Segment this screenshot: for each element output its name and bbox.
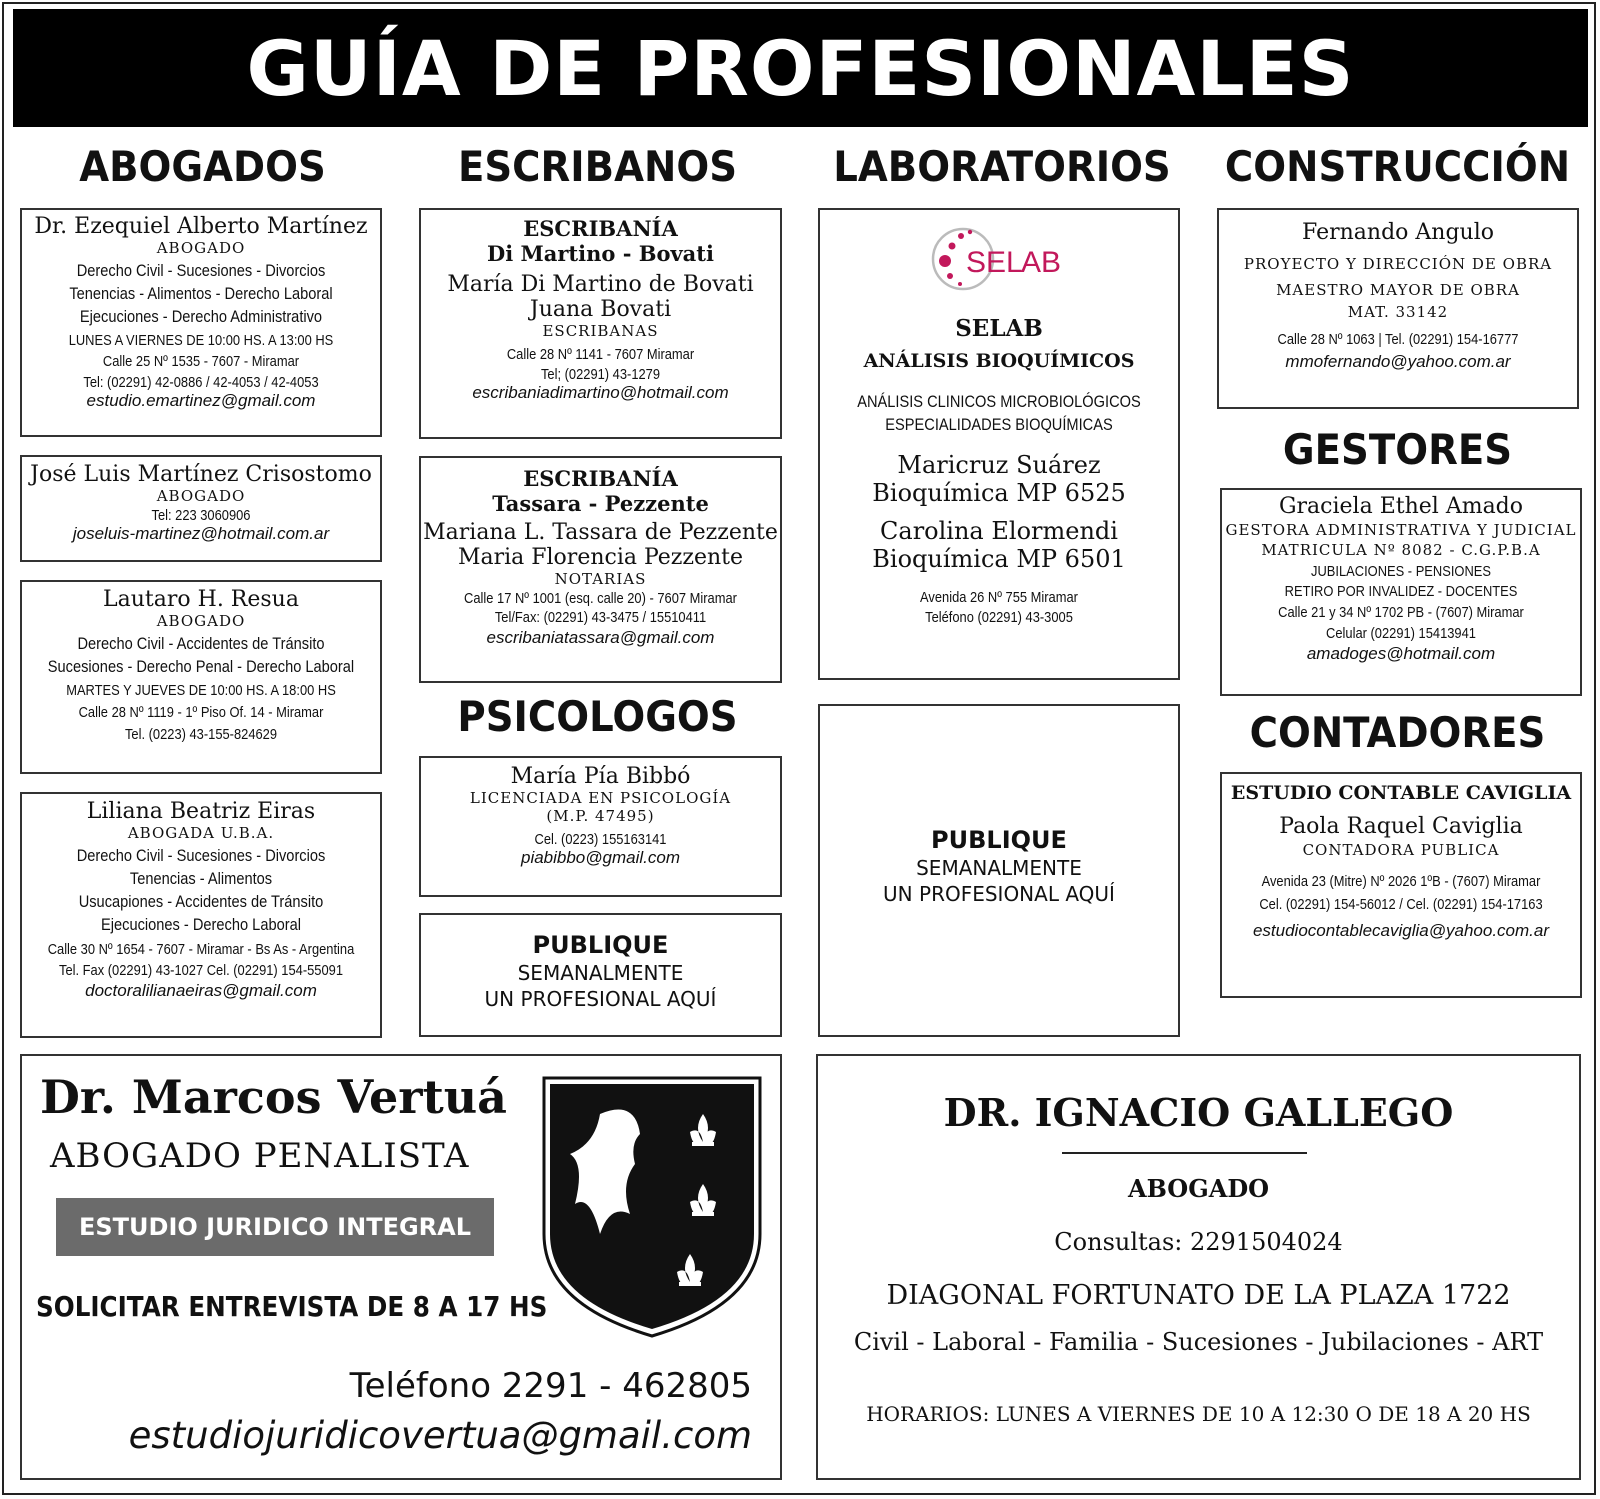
vertua-estudio-bar: ESTUDIO JURIDICO INTEGRAL: [56, 1198, 494, 1256]
escribania-subheading: Di Martino - Bovati: [487, 241, 714, 266]
psicologa-title: LICENCIADA EN PSICOLOGÍA: [469, 789, 732, 807]
abogado-address: Calle 30 Nº 1654 - 7607 - Miramar - Bs As - Argentina: [47, 941, 355, 958]
escribania-title: ESCRIBANAS: [542, 322, 659, 340]
escribana-name-2: Maria Florencia Pezzente: [457, 545, 744, 570]
laboratorio-address: Avenida 26 Nº 755 Miramar: [920, 589, 1078, 606]
gestora-phone: Celular (02291) 15413941: [1326, 625, 1476, 642]
selab-logo-text-b: AB: [1021, 246, 1062, 279]
construccion-card-angulo: [1217, 208, 1579, 409]
escribania-address: Calle 17 Nº 1001 (esq. calle 20) - 7607 Miramar: [464, 590, 737, 607]
publique-heading: PUBLIQUE: [532, 931, 669, 959]
gallego-title: ABOGADO: [1127, 1174, 1270, 1203]
contadora-card-caviglia: [1220, 772, 1582, 998]
psicologa-phone: Cel. (0223) 155163141: [534, 831, 667, 848]
selab-logo-text-a: SEL: [966, 246, 1023, 279]
abogado-specialties-1: Derecho Civil - Accidentes de Tránsito: [77, 634, 325, 653]
escribana-name-1: Mariana L. Tassara de Pezzente: [423, 520, 778, 545]
selab-logo-icon: [928, 224, 1078, 294]
contadora-title: CONTADORA PUBLICA: [1302, 841, 1500, 859]
abogado-hours: MARTES Y JUEVES DE 10:00 HS. A 18:00 HS: [66, 682, 336, 699]
escribania-card-tassara: [419, 456, 782, 683]
escribania-card-dimartino: [419, 208, 782, 439]
abogado-email[interactable]: estudio.emartinez@gmail.com: [86, 391, 316, 410]
abogado-specialties-1: Derecho Civil - Sucesiones - Divorcios: [76, 261, 326, 280]
escribania-address: Calle 28 Nº 1141 - 7607 Miramar: [506, 346, 695, 363]
abogado-title: ABOGADO: [156, 612, 246, 630]
contadora-email[interactable]: estudiocontablecaviglia@yahoo.com.ar: [1252, 921, 1550, 940]
vertua-title: ABOGADO PENALISTA: [50, 1136, 470, 1176]
abogado-specialties-3: Usucapiones - Accidentes de Tránsito: [78, 892, 324, 911]
escribania-phone: Tel/Fax: (02291) 43-3475 / 15510411: [494, 609, 707, 626]
abogado-name: Dr. Ezequiel Alberto Martínez: [34, 214, 368, 239]
psicologa-email[interactable]: piabibbo@gmail.com: [520, 848, 680, 867]
bioquimica-name-2: Carolina Elormendi: [880, 517, 1118, 545]
constructor-title-1: PROYECTO Y DIRECCIÓN DE OBRA: [1243, 255, 1553, 273]
section-construccion: CONSTRUCCIÓN: [1224, 142, 1571, 191]
publique-line-2: SEMANALMENTE: [916, 856, 1082, 880]
abogado-email[interactable]: joseluis-martinez@hotmail.com.ar: [72, 524, 330, 543]
abogado-hours: LUNES A VIERNES DE 10:00 HS. A 13:00 HS: [68, 332, 334, 349]
abogado-name: Lautaro H. Resua: [103, 587, 299, 612]
abogado-specialties-3: Ejecuciones - Derecho Administrativo: [79, 307, 323, 326]
abogado-specialties-2: Sucesiones - Derecho Penal - Derecho Laboral: [47, 657, 355, 676]
publique-line-3: UN PROFESIONAL AQUÍ: [484, 987, 717, 1011]
gallego-name: DR. IGNACIO GALLEGO: [943, 1090, 1454, 1135]
gestora-card-amado: [1220, 488, 1582, 696]
abogado-address: Calle 28 Nº 1119 - 1º Piso Of. 14 - Miramar: [78, 704, 324, 721]
gestora-matricula: MATRICULA Nº 8082 - C.G.P.B.A: [1261, 541, 1541, 559]
abogado-phone: Tel: (02291) 42-0886 / 42-4053 / 42-4053: [83, 374, 319, 391]
gestora-services-1: JUBILACIONES - PENSIONES: [1311, 563, 1491, 580]
publique-line-2: SEMANALMENTE: [517, 961, 684, 985]
constructor-name: Fernando Angulo: [1302, 220, 1494, 245]
escribania-email[interactable]: escribaniatassara@gmail.com: [486, 628, 715, 647]
coat-of-arms-shield-icon: [540, 1074, 764, 1340]
gestora-title: GESTORA ADMINISTRATIVA Y JUDICIAL: [1225, 521, 1577, 539]
constructor-contact: Calle 28 Nº 1063 | Tel. (02291) 154-16777: [1277, 331, 1519, 348]
gestora-services-2: RETIRO POR INVALIDEZ - DOCENTES: [1284, 583, 1518, 600]
abogado-phone: Tel: 223 3060906: [151, 507, 251, 524]
abogado-card-crisostomo: [20, 455, 382, 562]
estudio-contable-heading: ESTUDIO CONTABLE CAVIGLIA: [1230, 782, 1572, 804]
escribania-heading: ESCRIBANÍA: [523, 466, 678, 491]
laboratorio-services-2: ESPECIALIDADES BIOQUÍMICAS: [885, 415, 1113, 434]
laboratorio-subtitle: ANÁLISIS BIOQUÍMICOS: [863, 350, 1135, 372]
abogado-title: ABOGADO: [156, 487, 246, 505]
gallego-ad: [816, 1054, 1581, 1480]
vertua-phone: Teléfono 2291 - 462805: [349, 1366, 752, 1406]
escribana-name-2: Juana Bovati: [529, 297, 672, 322]
page-title: GUÍA DE PROFESIONALES: [13, 9, 1588, 127]
laboratorio-card-selab: [818, 208, 1180, 680]
bioquimica-mp-2: Bioquímica MP 6501: [872, 545, 1126, 573]
abogado-name: Liliana Beatriz Eiras: [86, 799, 316, 824]
laboratorio-services-1: ANÁLISIS CLINICOS MICROBIOLÓGICOS: [857, 392, 1141, 411]
gestora-email[interactable]: amadoges@hotmail.com: [1306, 644, 1496, 663]
section-abogados: ABOGADOS: [79, 142, 326, 191]
abogado-specialties-2: Tenencias - Alimentos: [129, 869, 273, 888]
abogado-email[interactable]: doctoralilianaeiras@gmail.com: [85, 981, 317, 1000]
section-contadores: CONTADORES: [1249, 708, 1546, 757]
abogado-phone: Tel. (0223) 43-155-824629: [124, 726, 278, 743]
abogado-specialties-2: Tenencias - Alimentos - Derecho Laboral: [69, 284, 333, 303]
gallego-address: DIAGONAL FORTUNATO DE LA PLAZA 1722: [886, 1280, 1511, 1311]
section-laboratorios: LABORATORIOS: [833, 142, 1171, 191]
vertua-email[interactable]: estudiojuridicovertua@gmail.com: [128, 1414, 752, 1457]
gallego-divider: [1062, 1152, 1307, 1154]
contadora-address: Avenida 23 (Mitre) Nº 2026 1ºB - (7607) Miramar: [1261, 873, 1541, 890]
abogado-card-resua: [20, 580, 382, 774]
vertua-name: Dr. Marcos Vertuá: [40, 1070, 507, 1124]
abogado-specialties-4: Ejecuciones - Derecho Laboral: [101, 915, 301, 934]
psicologa-name: María Pía Bibbó: [510, 764, 691, 789]
gestora-address: Calle 21 y 34 Nº 1702 PB - (7607) Miramar: [1278, 604, 1524, 621]
laboratorio-name: SELAB: [955, 315, 1043, 342]
abogado-phone: Tel. Fax (02291) 43-1027 Cel. (02291) 154-55091: [59, 962, 343, 979]
publique-line-3: UN PROFESIONAL AQUÍ: [883, 882, 1115, 906]
abogado-specialties-1: Derecho Civil - Sucesiones - Divorcios: [76, 846, 326, 865]
escribania-email[interactable]: escribaniadimartino@hotmail.com: [472, 383, 729, 402]
gallego-hours: HORARIOS: LUNES A VIERNES DE 10 A 12:30 O DE 18 A 20 HS: [866, 1402, 1531, 1426]
section-gestores: GESTORES: [1282, 425, 1513, 474]
vertua-hours: SOLICITAR ENTREVISTA DE 8 A 17 HS: [36, 1290, 548, 1323]
constructor-title-2: MAESTRO MAYOR DE OBRA: [1276, 281, 1520, 299]
gallego-areas: Civil - Laboral - Familia - Sucesiones - Jubilaciones - ART: [853, 1328, 1544, 1356]
abogado-title: ABOGADO: [156, 239, 246, 257]
psicologa-card-bibbo: [419, 756, 782, 897]
contadora-name: Paola Raquel Caviglia: [1279, 814, 1523, 839]
abogado-card-martinez: [20, 208, 382, 437]
constructor-matricula: MAT. 33142: [1347, 303, 1449, 321]
bioquimica-name-1: Maricruz Suárez: [897, 451, 1101, 479]
constructor-email[interactable]: mmofernando@yahoo.com.ar: [1285, 352, 1511, 371]
abogado-address: Calle 25 Nº 1535 - 7607 - Miramar: [102, 353, 300, 370]
escribania-subheading: Tassara - Pezzente: [492, 491, 709, 516]
escribania-phone: Tel; (02291) 43-1279: [540, 366, 661, 383]
gallego-consultas: Consultas: 2291504024: [1054, 1228, 1343, 1256]
contadora-phone: Cel. (02291) 154-56012 / Cel. (02291) 154-17163: [1259, 896, 1543, 913]
gestora-name: Graciela Ethel Amado: [1278, 494, 1524, 519]
abogado-name: José Luis Martínez Crisostomo: [30, 462, 372, 487]
psicologa-matricula: (M.P. 47495): [546, 807, 655, 825]
vertua-ad: [20, 1054, 782, 1480]
laboratorio-phone: Teléfono (02291) 43-3005: [925, 609, 1073, 626]
section-psicologos: PSICOLOGOS: [457, 692, 738, 741]
publique-heading: PUBLIQUE: [931, 826, 1067, 854]
escribana-name-1: María Di Martino de Bovati: [447, 272, 754, 297]
publique-card-2: [818, 704, 1180, 1037]
section-escribanos: ESCRIBANOS: [457, 142, 738, 191]
abogado-card-eiras: [20, 792, 382, 1038]
escribania-heading: ESCRIBANÍA: [523, 216, 678, 241]
bioquimica-mp-1: Bioquímica MP 6525: [872, 479, 1126, 507]
publique-card-1: [419, 913, 782, 1037]
abogado-title: ABOGADA U.B.A.: [127, 824, 275, 842]
escribania-title: NOTARIAS: [554, 570, 647, 588]
